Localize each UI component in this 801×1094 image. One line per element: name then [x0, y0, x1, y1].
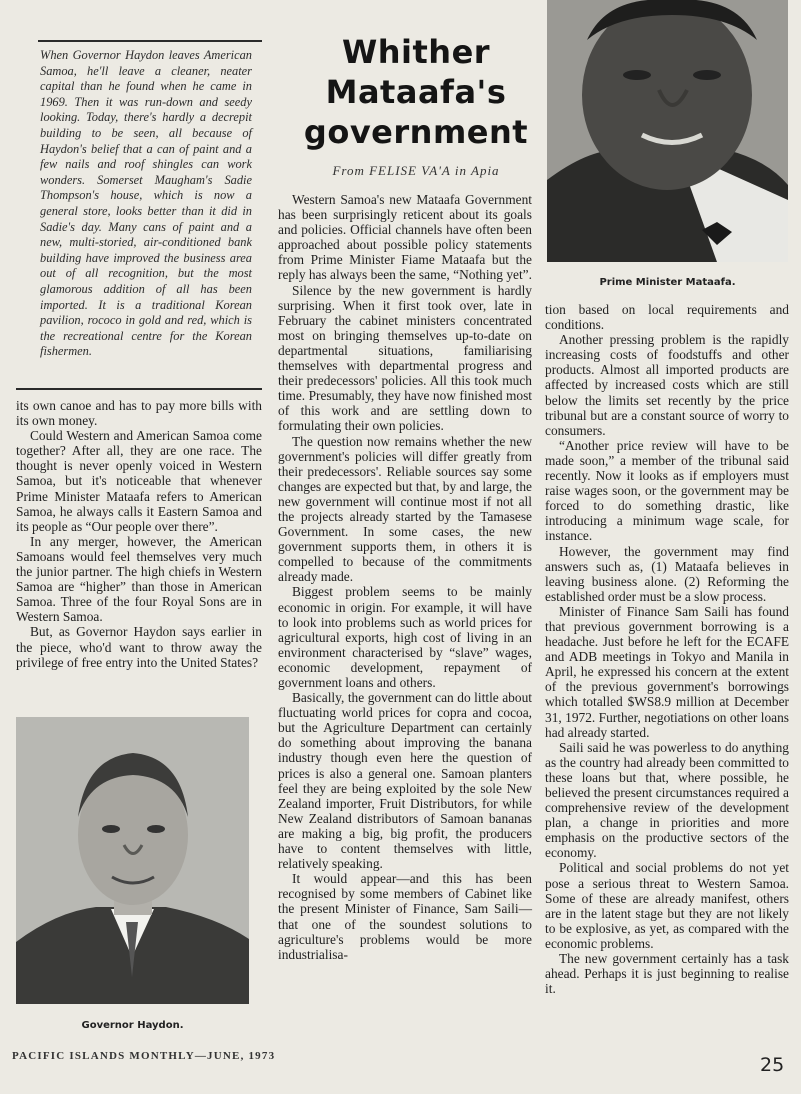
paragraph: its own canoe and has to pay more bills with its own money.: [16, 398, 262, 429]
photo-prime-minister-mataafa: [547, 0, 788, 262]
intro-bottom-rule: [16, 388, 262, 390]
column-right: [545, 302, 789, 996]
paragraph: Minister of Finance Sam Saili has found that previous government borrowing is a headache. Just before he left for the ECAFE and ADB meetings in Tokyo and Manila in April, he expressed his concern at the extent of the previous government's borrowings which totalled $WS8.9 million at December 31, 1972. Further, negotiations on other loans had already started.: [545, 603, 789, 740]
paragraph: Could Western and American Samoa come together? After all, they are one race. The thought is never openly voiced in Western Samoa, but it's noticeable that whenever Prime Minister Mataafa refers to American Samoa, he always calls it Eastern Samoa and its people as “Our people over there”.: [16, 428, 262, 534]
paragraph: Silence by the new government is hardly surprising. When it first took over, late in February the cabinet ministers concentrated most on bringing themselves up-to-date on departmental situations, familiarising themselves with departmental progress and their predecessors' policies. All this took much time. Presumably, they have now finished most of this work and are settling down to formulating their own policies.: [278, 282, 532, 434]
paragraph: Political and social problems do not yet pose a serious threat to Western Samoa. Some of these are already manifest, others are in the latent stage but they are not likely to be explosive, as yet, as compared with the economic problems.: [545, 860, 789, 951]
article-byline: From FELISE VA'A in Apia: [332, 163, 500, 178]
magazine-footer: PACIFIC ISLANDS MONTHLY—JUNE, 1973: [12, 1050, 276, 1062]
paragraph: Saili said he was powerless to do anything as the country had already been committed to these loans but that, where possible, he believed the present circumstances required a comprehensive review of the development plan, a change in priorities and more emphasis on the productive sectors of the economy.: [545, 739, 789, 861]
paragraph: Biggest problem seems to be mainly economic in origin. For example, it will have to look into problems such as world prices for agricultural exports, high cost of living in an environment characterised by “slave” wages, economic development, repayment of government loans and others.: [278, 584, 532, 690]
paragraph: The new government certainly has a task ahead. Perhaps it is just beginning to realise it.: [545, 951, 789, 997]
paragraph: “Another price review will have to be made soon,” a member of the tribunal said recently. Now it looks as if employers must raise wages soon, or the government may be forced to do something drastic, like introducing a minimum wage scale, for instance.: [545, 437, 789, 544]
paragraph: tion based on local requirements and conditions.: [545, 302, 789, 333]
paragraph: However, the government may find answers such as, (1) Mataafa believes in leaving business alone. (2) Reforming the established order must be a slow process.: [545, 543, 789, 604]
caption-prime-minister-mataafa: Prime Minister Mataafa.: [599, 277, 736, 288]
portrait-mataafa-image: [547, 0, 788, 262]
paragraph: Another pressing problem is the rapidly increasing costs of foodstuffs and other products. Almost all imported products are affected by increased costs which are still below the limits set recently by the price tribunal but are a constant source of worry to consumers.: [545, 332, 789, 438]
portrait-haydon-image: [16, 717, 249, 1004]
paragraph: Basically, the government can do little about fluctuating world prices for copra and cocoa, but the Agriculture Department can certainly do something about improving the banana industry though even here the question of prices is also a general one. Samoan planters feel they are being exploited by the sole New Zealand importer, Fruit Distributors, for while New Zealand distributors of Samoan bananas are making a big, big profit, the producers have to content themselves with little, relatively speaking.: [278, 690, 532, 872]
paragraph: In any merger, however, the American Samoans would feel themselves very much the junior partner. The high chiefs in Western Samoa are “higher” than those in American Samoa. Three of the four Royal Sons are in Western Samoa.: [16, 533, 262, 625]
intro-top-rule: [38, 40, 262, 42]
intro-text: When Governor Haydon leaves American Samoa, he'll leave a cleaner, neater capital than he found when he came in 1969. Then it was run-down and seedy looking. Today, there's hardly a decrepit building to be seen, all because of Haydon's belief that a can of paint and a few nails and roof shingles can work wonders. Somerset Maugham's Sadie Thompson's house, which is now a general store, looks better than it did in Sadie's day. Many cans of paint and a new, multi-storied, air-conditioned bank building have improved the business area out of all recognition, but the most glamorous addition of all has been imported. It is a traditional Korean pavilion, rococo in gold and red, which is the recreational centre for the Korean fishermen.: [40, 48, 252, 359]
column-left: [16, 398, 262, 670]
paragraph: The question now remains whether the new government's policies will differ greatly from their predecessors'. Reliable sources say some changes are expected but that, by and large, the new government will continue most if not all the projects already started by the Tamasese Government. In some cases, the new government supports them, in others it is compelled to because of the commitments already made.: [278, 433, 532, 585]
paragraph: But, as Governor Haydon says earlier in the piece, who'd want to throw away the privilege of free entry into the United States?: [16, 624, 262, 670]
photo-governor-haydon: [16, 717, 249, 1004]
article-title: Whither Mataafa's government: [303, 33, 529, 151]
paragraph: Western Samoa's new Mataafa Government has been surprisingly reticent about its goals and policies. Official channels have often been approached about possible policy statements from Prime Minister Fiame Mataafa but the reply has always been the same, “Nothing yet”.: [278, 192, 532, 283]
paragraph: It would appear—and this has been recognised by some members of Cabinet like the present Minister of Finance, Sam Saili—that one of the soundest solutions to agriculture's problems would be more industrialisa-: [278, 871, 532, 962]
column-middle: [278, 192, 532, 962]
page-number: 25: [760, 1054, 785, 1076]
caption-governor-haydon: Governor Haydon.: [81, 1020, 184, 1031]
